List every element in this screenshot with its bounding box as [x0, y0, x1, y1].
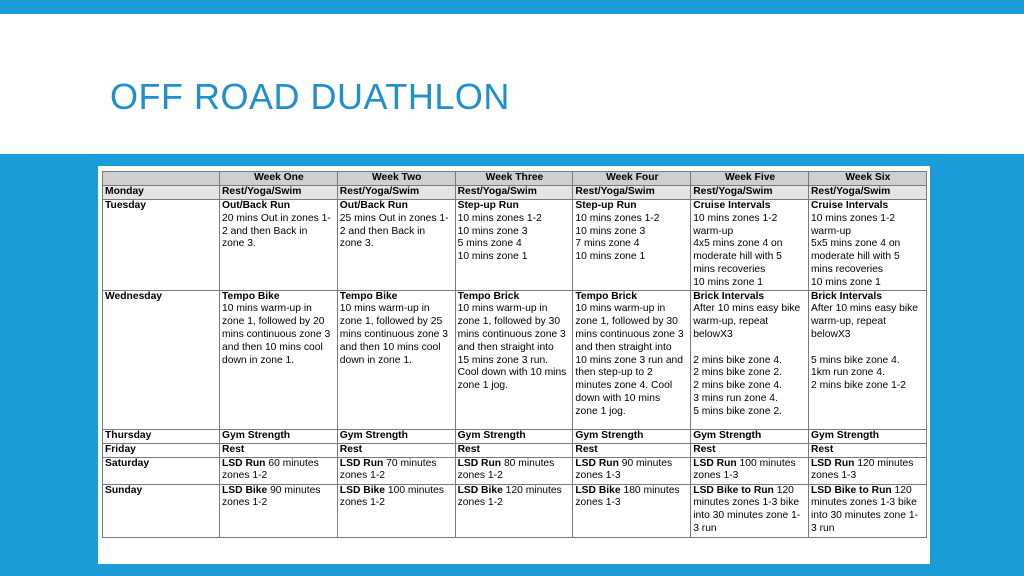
session-detail: 180 minutes [620, 484, 680, 496]
session-line: mins continuous zone 3 [339, 328, 448, 340]
session-line: into 30 minutes zone 1- [810, 510, 919, 522]
session-line: zones 1-3 [575, 470, 621, 482]
session-title: Cruise Intervals [810, 200, 889, 211]
row-wednesday [103, 290, 927, 429]
session-line: 10 mins warm-up in [575, 303, 666, 315]
session-title: LSD Run [339, 457, 384, 469]
table-cell [337, 484, 455, 537]
table-cell [691, 457, 809, 484]
session-line: 3 run [810, 522, 835, 534]
table-cell [808, 457, 926, 484]
session-title: LSD Bike to Run [810, 484, 892, 496]
header-row [103, 172, 927, 186]
header-week-six: Week Six [808, 172, 926, 186]
day-label: Sunday [103, 484, 220, 537]
session-line: zone 1, followed by 30 [457, 316, 561, 328]
session-title: LSD Run [810, 457, 855, 469]
session-line: mins continuous zone 3 [457, 328, 566, 340]
session-line: 3 run [693, 522, 717, 534]
session-title: Brick Intervals [693, 290, 765, 302]
session-line: and then straight into [457, 341, 554, 353]
table-cell: Gym Strength [220, 429, 338, 443]
header-week-two: Week Two [337, 172, 455, 186]
title-band [0, 14, 1024, 154]
session-line: 15 mins zone 3 run. [457, 354, 549, 366]
session-line: After 10 mins easy bike [693, 303, 801, 315]
session-line: 5 mins bike zone 4. [810, 354, 900, 366]
table-cell: Gym Strength [573, 429, 691, 443]
session-line: then step-up to 2 [575, 367, 653, 379]
session-line: and then 10 mins cool [222, 341, 323, 353]
table-cell [220, 200, 338, 291]
table-cell [455, 457, 573, 484]
session-line: into 30 minutes zone 1- [693, 510, 801, 522]
table-cell [691, 290, 809, 429]
session-line: zone 1, followed by 30 [575, 316, 678, 328]
session-detail: 90 minutes [618, 457, 673, 469]
session-line: down with 10 mins [575, 392, 661, 404]
table-cell: Rest/Yoga/Swim [337, 186, 455, 200]
table-cell [337, 200, 455, 291]
header-corner [103, 172, 220, 186]
session-detail: 80 minutes [501, 457, 555, 469]
row-friday [103, 443, 927, 457]
session-line: 10 mins zone 1 [810, 276, 881, 288]
session-line: minutes zone 4. Cool [575, 380, 673, 392]
table-cell [808, 484, 926, 537]
session-line: 10 mins zone 3 [575, 225, 646, 237]
session-title: Brick Intervals [810, 290, 882, 302]
session-line: minutes zones 1-3 bike [810, 497, 917, 509]
session-line: 10 mins warm-up in [339, 303, 430, 315]
session-line: mins recoveries [693, 263, 766, 275]
session-detail: 100 minutes [736, 457, 796, 469]
table-cell: Rest [691, 443, 809, 457]
table-cell [455, 484, 573, 537]
session-title: LSD Bike [575, 484, 621, 496]
session-line: zones 1-2 [339, 470, 386, 482]
session-title: Tempo Bike [339, 290, 398, 302]
session-line: 5 mins zone 4 [457, 238, 522, 250]
session-line: mins continuous zone 3 [575, 328, 684, 340]
session-line: mins continuous zone 3 [222, 328, 331, 340]
session-title: LSD Run [457, 457, 502, 469]
session-line: 1km run zone 4. [810, 367, 885, 379]
session-title: LSD Run [693, 457, 737, 469]
session-line: minutes zones 1-3 bike [693, 497, 800, 509]
table-cell: Rest/Yoga/Swim [455, 186, 573, 200]
table-cell: Rest [220, 443, 338, 457]
session-line: zones 1-3 [810, 470, 857, 482]
session-detail: 120 [773, 484, 794, 496]
session-line: zones 1-2 [457, 470, 503, 482]
session-title: LSD Bike [222, 484, 268, 496]
session-line: down in zone 1. [222, 354, 295, 366]
day-label: Monday [103, 186, 220, 200]
header-week-four: Week Four [573, 172, 691, 186]
session-line: 5 mins bike zone 2. [693, 405, 782, 417]
session-detail: 70 minutes [383, 457, 437, 469]
session-detail: 120 minutes [854, 457, 914, 469]
session-line: down in zone 1. [339, 354, 412, 366]
session-line: zone 1, followed by 25 [339, 316, 443, 328]
session-line: mins recoveries [810, 263, 884, 275]
session-line: After 10 mins easy bike [810, 303, 919, 315]
table-cell: Rest [337, 443, 455, 457]
table-cell [337, 290, 455, 429]
row-monday [103, 186, 927, 200]
session-line: warm-up, repeat [810, 316, 886, 328]
table-cell [220, 484, 338, 537]
session-title: Tempo Brick [575, 290, 637, 302]
session-title: LSD Bike to Run [693, 484, 774, 496]
session-line: zone 1 jog. [457, 380, 508, 392]
session-line: 2 mins bike zone 4. [693, 354, 782, 366]
row-thursday [103, 429, 927, 443]
session-line: zone 3. [222, 238, 256, 250]
table-cell [220, 290, 338, 429]
table-cell: Gym Strength [337, 429, 455, 443]
session-title: LSD Bike [339, 484, 386, 496]
session-line: 7 mins zone 4 [575, 238, 640, 250]
session-title: Tempo Bike [222, 290, 280, 302]
row-sunday [103, 484, 927, 537]
session-line: 10 mins zone 1 [693, 276, 764, 288]
table-cell [808, 200, 926, 291]
table-cell [220, 457, 338, 484]
session-detail: 100 minutes [385, 484, 444, 496]
session-detail: 90 minutes [267, 484, 321, 496]
table-cell [573, 457, 691, 484]
session-title: Out/Back Run [222, 200, 291, 211]
session-title: Step-up Run [575, 200, 637, 211]
table-cell [573, 200, 691, 291]
table-cell: Rest [455, 443, 573, 457]
day-label: Thursday [103, 429, 220, 443]
session-line: zone 1, followed by 20 [222, 316, 325, 328]
session-line: zone 1 jog. [575, 405, 626, 417]
table-cell [455, 200, 573, 291]
session-title: LSD Run [222, 457, 266, 469]
session-title: Cruise Intervals [693, 200, 771, 211]
session-line: warm-up, repeat [693, 316, 769, 328]
table-cell [691, 484, 809, 537]
session-line: 10 mins zones 1-2 [693, 212, 778, 224]
table-cell: Rest/Yoga/Swim [573, 186, 691, 200]
row-tuesday [103, 200, 927, 291]
table-cell: Gym Strength [455, 429, 573, 443]
table-cell [808, 290, 926, 429]
session-line: 4x5 mins zone 4 on [693, 238, 783, 250]
session-line: warm-up [693, 225, 734, 237]
header-week-three: Week Three [455, 172, 573, 186]
session-line: zones 1-2 [339, 497, 386, 509]
session-line: zones 1-2 [457, 497, 503, 509]
top-accent-strip [0, 0, 1024, 14]
table-cell: Rest/Yoga/Swim [808, 186, 926, 200]
session-line: zones 1-2 [222, 470, 268, 482]
session-line: 10 mins zone 1 [575, 251, 646, 263]
session-line: moderate hill with 5 [810, 251, 900, 263]
session-line: belowX3 [810, 328, 851, 340]
session-title: Step-up Run [457, 200, 519, 211]
table-cell [337, 457, 455, 484]
table-cell: Gym Strength [691, 429, 809, 443]
session-line: and then straight into [575, 341, 672, 353]
day-label: Saturday [103, 457, 220, 484]
session-title: Tempo Brick [457, 290, 520, 302]
table-cell [573, 290, 691, 429]
session-line: warm-up [810, 225, 852, 237]
session-line: 10 mins zone 3 run and [575, 354, 684, 366]
session-line: 10 mins warm-up in [457, 303, 548, 315]
line-gap [811, 342, 925, 355]
session-line: 2 mins bike zone 1-2 [810, 380, 906, 392]
session-title: Out/Back Run [339, 200, 408, 211]
session-line: 10 mins warm-up in [222, 303, 312, 315]
session-line: 10 mins zones 1-2 [457, 212, 542, 224]
header-week-one: Week One [220, 172, 338, 186]
table-cell [573, 484, 691, 537]
session-line: 2 mins bike zone 4. [693, 380, 782, 392]
session-line: 10 mins zone 1 [457, 251, 528, 263]
table-cell: Gym Strength [808, 429, 926, 443]
session-line: 3 mins run zone 4. [693, 392, 778, 404]
session-line: 5x5 mins zone 4 on [810, 238, 901, 250]
session-detail: 120 minutes [502, 484, 562, 496]
slide-title: OFF ROAD DUATHLON [110, 76, 510, 117]
table-cell [455, 290, 573, 429]
session-line: 20 mins Out in zones 1- [222, 212, 331, 224]
session-line: 2 mins bike zone 2. [693, 367, 782, 379]
table-cell: Rest [573, 443, 691, 457]
day-label: Tuesday [103, 200, 220, 291]
session-title: LSD Run [575, 457, 619, 469]
session-line: zone 3. [339, 238, 374, 250]
session-line: zones 1-3 [575, 497, 621, 509]
session-detail: 120 [891, 484, 912, 496]
session-line: moderate hill with 5 [693, 251, 782, 263]
table-cell: Rest/Yoga/Swim [691, 186, 809, 200]
session-line: belowX3 [693, 328, 733, 340]
session-line: 2 and then Back in [222, 225, 308, 237]
session-line: 2 and then Back in [339, 225, 426, 237]
session-line: zones 1-3 [693, 470, 739, 482]
table-cell [691, 200, 809, 291]
table-cell: Rest/Yoga/Swim [220, 186, 338, 200]
row-saturday [103, 457, 927, 484]
table-cell: Rest [808, 443, 926, 457]
training-plan-card [98, 166, 930, 564]
session-line: 10 mins zones 1-2 [810, 212, 896, 224]
session-line: 25 mins Out in zones 1- [339, 212, 449, 224]
session-line: Cool down with 10 mins [457, 367, 567, 379]
session-line: 10 mins zones 1-2 [575, 212, 660, 224]
session-title: LSD Bike [457, 484, 503, 496]
header-week-five: Week Five [691, 172, 809, 186]
day-label: Friday [103, 443, 220, 457]
session-line: 10 mins zone 3 [457, 225, 528, 237]
session-line: and then 10 mins cool [339, 341, 441, 353]
training-plan-table [102, 171, 927, 538]
session-detail: 60 minutes [265, 457, 319, 469]
day-label: Wednesday [103, 290, 220, 429]
line-gap [693, 342, 807, 355]
session-line: zones 1-2 [222, 497, 268, 509]
